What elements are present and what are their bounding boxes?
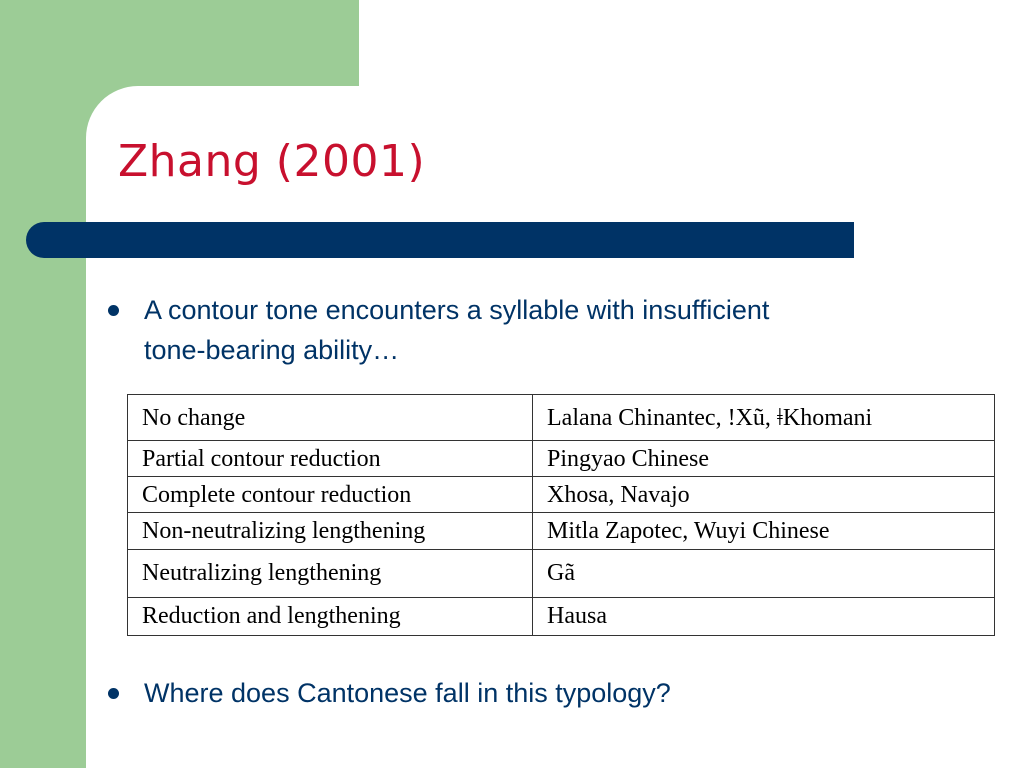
typology-table	[127, 394, 995, 636]
table-cell-languages: Xhosa, Navajo	[533, 477, 995, 513]
bullet-dot-icon	[108, 305, 119, 316]
bullet-text-1	[144, 290, 769, 370]
table-cell-languages: Lalana Chinantec, !Xũ, ǂKhomani	[533, 395, 995, 441]
table-cell-languages: Mitla Zapotec, Wuyi Chinese	[533, 513, 995, 549]
table-row	[128, 395, 995, 441]
table-row	[128, 597, 995, 635]
bullet-text-2: Where does Cantonese fall in this typology?	[144, 678, 671, 708]
bullet-1-line-2: tone-bearing ability…	[144, 335, 400, 365]
bullet-item-2	[108, 673, 988, 713]
table-cell-category: Partial contour reduction	[128, 441, 533, 477]
table-cell-category: Complete contour reduction	[128, 477, 533, 513]
table-cell-category: Non-neutralizing lengthening	[128, 513, 533, 549]
table-row	[128, 441, 995, 477]
table-cell-languages: Gã	[533, 549, 995, 597]
table-cell-category: Reduction and lengthening	[128, 597, 533, 635]
table-row	[128, 513, 995, 549]
bullet-1-line-1: A contour tone encounters a syllable with insufficient	[144, 295, 770, 325]
table-cell-languages: Pingyao Chinese	[533, 441, 995, 477]
slide-title: Zhang (2001)	[118, 136, 426, 187]
table-row	[128, 477, 995, 513]
table-row	[128, 549, 995, 597]
bullet-dot-icon	[108, 688, 119, 699]
title-accent-bar	[26, 222, 854, 258]
table-cell-category: No change	[128, 395, 533, 441]
table-cell-category: Neutralizing lengthening	[128, 549, 533, 597]
bullet-item-1	[108, 290, 988, 372]
table-cell-languages: Hausa	[533, 597, 995, 635]
